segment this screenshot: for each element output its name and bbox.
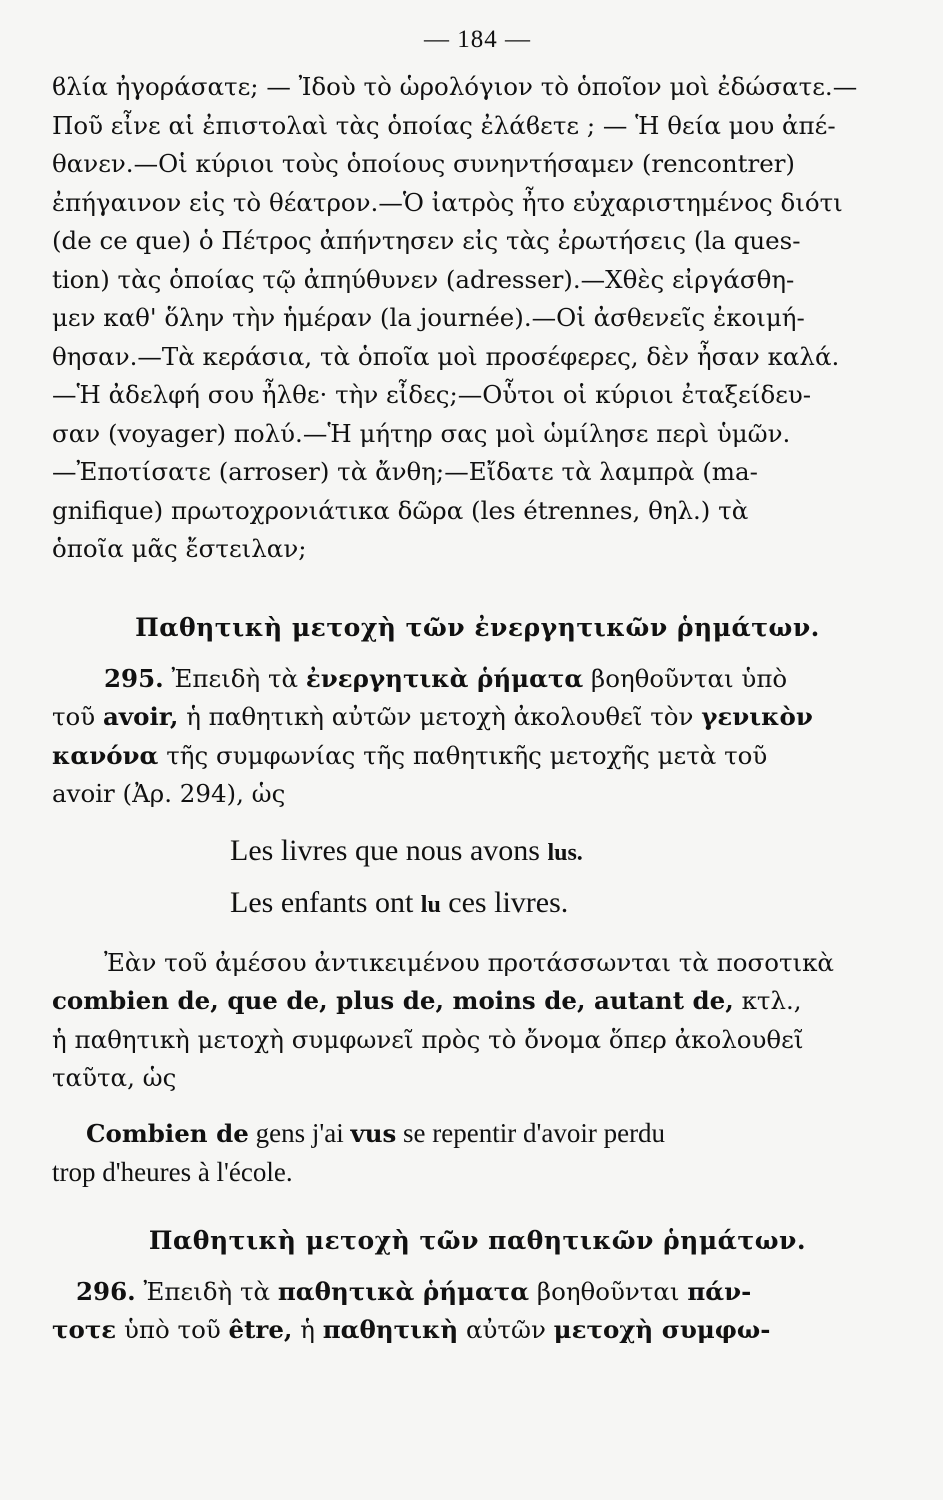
bold-term: γενικὸν bbox=[701, 702, 813, 731]
text-run: Ἐὰν τοῦ ἀμέσου ἀντικειμένου προτάσσωνται τὰ ποσοτικὰ bbox=[104, 947, 834, 977]
text-run: Ἐπειδὴ τὰ bbox=[163, 663, 306, 693]
paragraph-line bbox=[52, 1311, 903, 1350]
page-number: — 184 — bbox=[424, 26, 531, 53]
exercise-line: σαν (voyager) πολύ.—Ἡ μήτηρ σας μοὶ ὡμίλησε περὶ ὑμῶν. bbox=[52, 418, 791, 448]
text-run: avoir (Ἀρ. 294), ὡς bbox=[52, 779, 286, 808]
paragraph-quantifiers bbox=[52, 944, 903, 1098]
paragraph-number: 295. bbox=[104, 663, 164, 693]
paragraph-line bbox=[52, 982, 903, 1021]
exercise-line: θησαν.—Τὰ κεράσια, τὰ ὁποῖα μοὶ προσέφερες, δὲν ἦσαν καλά. bbox=[52, 341, 840, 371]
text-run: κτλ., bbox=[733, 986, 802, 1015]
text-run: ἡ παθητικὴ αὐτῶν μετοχὴ ἀκολουθεῖ τὸν bbox=[178, 702, 702, 731]
text-run: βοηθοῦνται ὑπὸ bbox=[583, 663, 788, 693]
exercise-line: θανεν.—Οἱ κύριοι τοὺς ὁποίους συνηντήσαμεν (rencontrer) bbox=[52, 149, 795, 178]
bold-term: combien de, que de, plus de, moins de, autant de, bbox=[52, 986, 734, 1015]
text-run: ces livres. bbox=[440, 885, 569, 919]
text-run: ἡ παθητικὴ μετοχὴ συμφωνεῖ πρὸς τὸ ὄνομα ὅπερ ἀκολουθεῖ bbox=[52, 1024, 804, 1054]
bold-term: Combien de bbox=[86, 1118, 249, 1148]
text-run: gens j'ai bbox=[248, 1117, 351, 1148]
bold-term: κανόνα bbox=[52, 740, 159, 770]
paragraph-295 bbox=[52, 660, 903, 814]
example-line bbox=[230, 878, 903, 930]
section-heading-passive-verbs: Παθητικὴ μετοχὴ τῶν παθητικῶν ῥημάτων. bbox=[148, 1225, 807, 1255]
exercise-line: Ποῦ εἶνε αἱ ἐπιστολαὶ τὰς ὁποίας ἐλάϐετε ; — Ἡ θεία μου ἀπέ- bbox=[52, 110, 836, 140]
text-run: τοῦ bbox=[52, 702, 103, 731]
paragraph-line bbox=[52, 1273, 903, 1312]
paragraph-296 bbox=[52, 1273, 903, 1350]
paragraph-line bbox=[52, 1059, 903, 1098]
example-line: trop d'heures à l'école. bbox=[52, 1157, 293, 1187]
text-run: ἡ bbox=[292, 1315, 323, 1344]
paragraph-line bbox=[52, 660, 903, 699]
exercise-line: μεν καθ' ὅλην τὴν ἡμέραν (la journée).—Οἱ ἀσθενεῖς ἐκοιμή- bbox=[52, 303, 805, 332]
bold-term: παθητικὰ ῥήματα bbox=[277, 1276, 530, 1306]
text-run: αὐτῶν bbox=[458, 1315, 554, 1344]
bold-term: avoir, bbox=[103, 702, 179, 731]
text-run: Les livres que nous avons bbox=[230, 833, 548, 867]
text-run: ταῦτα, ὡς bbox=[52, 1063, 177, 1092]
paragraph-line bbox=[52, 775, 903, 814]
paragraph-number: 296. bbox=[76, 1276, 136, 1306]
bold-term: παθητικὴ bbox=[322, 1315, 459, 1344]
paragraph-line bbox=[52, 698, 903, 737]
exercise-line: (de ce que) ὁ Πέτρος ἀπήντησεν εἰς τὰς ἐρωτήσεις (la ques- bbox=[52, 226, 801, 255]
paragraph-line bbox=[52, 944, 903, 983]
exercise-line: ὁποῖα μᾶς ἔστειλαν; bbox=[52, 534, 307, 563]
paragraph-line bbox=[52, 1021, 903, 1060]
text-run: τῆς συμφωνίας τῆς παθητικῆς μετοχῆς μετὰ τοῦ bbox=[158, 740, 768, 770]
example-block-1 bbox=[230, 826, 903, 930]
bold-term: vus bbox=[350, 1118, 397, 1148]
bold-term: être, bbox=[228, 1315, 293, 1344]
bold-term: lu bbox=[420, 891, 441, 918]
bold-term: lus. bbox=[547, 839, 583, 866]
text-run: Les enfants ont bbox=[230, 885, 421, 919]
paragraph-line bbox=[52, 737, 903, 776]
bold-term: μετοχὴ συμφω- bbox=[553, 1315, 771, 1344]
exercise-line: tion) τὰς ὁποίας τῷ ἀπηύθυνεν (adresser).—Χθὲς εἰργάσθη- bbox=[52, 264, 795, 294]
bold-term: ἐνεργητικὰ ῥήματα bbox=[305, 663, 584, 693]
text-run: ὑπὸ τοῦ bbox=[116, 1315, 229, 1344]
text-run: βοηθοῦνται bbox=[529, 1276, 688, 1306]
exercise-line: ϐλία ἠγοράσατε; — Ἰδοὺ τὸ ὡρολόγιον τὸ ὁποῖον μοὶ ἐδώσατε.— bbox=[52, 72, 858, 101]
exercise-text bbox=[52, 68, 903, 569]
text-run: se repentir d'avoir perdu bbox=[396, 1117, 666, 1148]
example-block-2 bbox=[52, 1114, 903, 1192]
example-line bbox=[52, 1114, 903, 1154]
exercise-line: gnifique) πρωτοχρονιάτικα δῶρα (les étrennes, θηλ.) τὰ bbox=[52, 495, 749, 525]
example-line bbox=[230, 826, 903, 878]
bold-term: τοτε bbox=[52, 1315, 117, 1344]
exercise-line: —Ἡ ἀδελφή σου ἦλθε· τὴν εἶδες;—Οὗτοι οἱ κύριοι ἐταξείδευ- bbox=[52, 380, 812, 409]
exercise-line: ἐπήγαινον εἰς τὸ θέατρον.—Ὁ ἰατρὸς ἦτο εὐχαριστημένος διότι bbox=[52, 187, 843, 217]
section-heading-active-verbs: Παθητικὴ μετοχὴ τῶν ἐνεργητικῶν ῥημάτων. bbox=[135, 612, 820, 642]
bold-term: πάν- bbox=[687, 1276, 752, 1306]
exercise-line: —Ἐποτίσατε (arroser) τὰ ἄνθη;—Εἴδατε τὰ λαμπρὰ (ma- bbox=[52, 457, 758, 486]
text-run: Ἐπειδὴ τὰ bbox=[135, 1276, 278, 1306]
